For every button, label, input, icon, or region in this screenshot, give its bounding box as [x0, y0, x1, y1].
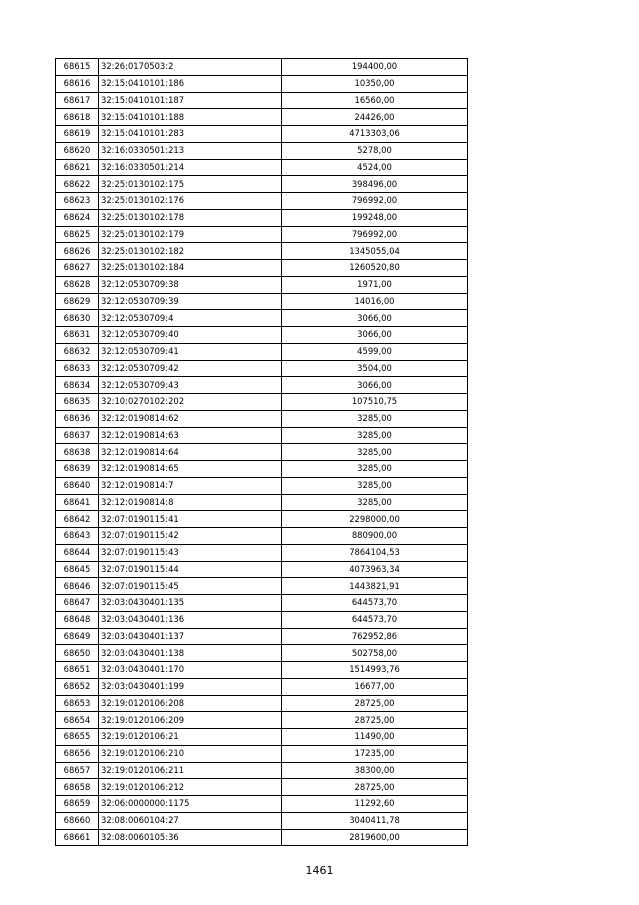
- table-row: [56, 729, 468, 746]
- row-number-cell: 68655: [56, 729, 99, 746]
- row-number-cell: 68650: [56, 645, 99, 662]
- value-cell: 3504,00: [282, 360, 468, 377]
- table-row: [56, 628, 468, 645]
- cadastral-number-cell: 32:12:0190814:8: [99, 494, 282, 511]
- row-number-cell: 68618: [56, 109, 99, 126]
- value-cell: 3285,00: [282, 477, 468, 494]
- value-cell: 644573,70: [282, 595, 468, 612]
- cadastral-number-cell: 32:12:0530709:42: [99, 360, 282, 377]
- value-cell: 502758,00: [282, 645, 468, 662]
- table-row: [56, 92, 468, 109]
- value-cell: 1443821,91: [282, 578, 468, 595]
- cadastral-number-cell: 32:25:0130102:182: [99, 243, 282, 260]
- cadastral-number-cell: 32:25:0130102:178: [99, 209, 282, 226]
- value-cell: 5278,00: [282, 142, 468, 159]
- cadastral-number-cell: 32:06:0000000:1175: [99, 796, 282, 813]
- cadastral-number-cell: 32:03:0430401:137: [99, 628, 282, 645]
- value-cell: 3285,00: [282, 410, 468, 427]
- table-row: [56, 444, 468, 461]
- cadastral-number-cell: 32:07:0190115:44: [99, 561, 282, 578]
- value-cell: 1260520,80: [282, 260, 468, 277]
- table-row: [56, 561, 468, 578]
- row-number-cell: 68658: [56, 779, 99, 796]
- row-number-cell: 68617: [56, 92, 99, 109]
- row-number-cell: 68623: [56, 193, 99, 210]
- row-number-cell: 68644: [56, 544, 99, 561]
- table-row: [56, 126, 468, 143]
- table-row: [56, 243, 468, 260]
- table-row: [56, 695, 468, 712]
- cadastral-number-cell: 32:03:0430401:170: [99, 662, 282, 679]
- row-number-cell: 68638: [56, 444, 99, 461]
- cadastral-number-cell: 32:12:0530709:38: [99, 276, 282, 293]
- cadastral-number-cell: 32:10:0270102:202: [99, 394, 282, 411]
- cadastral-number-cell: 32:15:0410101:186: [99, 75, 282, 92]
- cadastral-number-cell: 32:25:0130102:184: [99, 260, 282, 277]
- row-number-cell: 68616: [56, 75, 99, 92]
- value-cell: 11292,60: [282, 796, 468, 813]
- value-cell: 14016,00: [282, 293, 468, 310]
- table-row: [56, 511, 468, 528]
- cadastral-number-cell: 32:25:0130102:175: [99, 176, 282, 193]
- value-cell: 2298000,00: [282, 511, 468, 528]
- value-cell: 1971,00: [282, 276, 468, 293]
- cadastral-number-cell: 32:03:0430401:136: [99, 611, 282, 628]
- table-row: [56, 394, 468, 411]
- cadastral-number-cell: 32:19:0120106:210: [99, 745, 282, 762]
- table-row: [56, 343, 468, 360]
- row-number-cell: 68631: [56, 327, 99, 344]
- cadastral-number-cell: 32:03:0430401:199: [99, 678, 282, 695]
- table-row: [56, 377, 468, 394]
- value-cell: 3285,00: [282, 461, 468, 478]
- row-number-cell: 68624: [56, 209, 99, 226]
- table-row: [56, 310, 468, 327]
- row-number-cell: 68633: [56, 360, 99, 377]
- value-cell: 199248,00: [282, 209, 468, 226]
- cadastral-number-cell: 32:25:0130102:176: [99, 193, 282, 210]
- cadastral-number-cell: 32:07:0190115:43: [99, 544, 282, 561]
- table-row: [56, 477, 468, 494]
- table-row: [56, 578, 468, 595]
- value-cell: 24426,00: [282, 109, 468, 126]
- value-cell: 16560,00: [282, 92, 468, 109]
- row-number-cell: 68622: [56, 176, 99, 193]
- cadastral-number-cell: 32:12:0190814:65: [99, 461, 282, 478]
- value-cell: 7864104,53: [282, 544, 468, 561]
- row-number-cell: 68643: [56, 528, 99, 545]
- value-cell: 10350,00: [282, 75, 468, 92]
- row-number-cell: 68626: [56, 243, 99, 260]
- row-number-cell: 68635: [56, 394, 99, 411]
- table-row: [56, 209, 468, 226]
- value-cell: 1345055,04: [282, 243, 468, 260]
- row-number-cell: 68628: [56, 276, 99, 293]
- cadastral-number-cell: 32:25:0130102:179: [99, 226, 282, 243]
- cadastral-number-cell: 32:12:0530709:4: [99, 310, 282, 327]
- row-number-cell: 68641: [56, 494, 99, 511]
- cadastral-number-cell: 32:12:0530709:43: [99, 377, 282, 394]
- cadastral-number-cell: 32:15:0410101:283: [99, 126, 282, 143]
- row-number-cell: 68660: [56, 812, 99, 829]
- value-cell: 2819600,00: [282, 829, 468, 846]
- value-cell: 3040411,78: [282, 812, 468, 829]
- table-row: [56, 779, 468, 796]
- cadastral-number-cell: 32:07:0190115:45: [99, 578, 282, 595]
- cadastral-number-cell: 32:12:0190814:62: [99, 410, 282, 427]
- table-body: [56, 59, 468, 846]
- table-row: [56, 544, 468, 561]
- table-row: [56, 829, 468, 846]
- cadastral-number-cell: 32:12:0530709:40: [99, 327, 282, 344]
- cadastral-number-cell: 32:19:0120106:209: [99, 712, 282, 729]
- row-number-cell: 68645: [56, 561, 99, 578]
- cadastral-number-cell: 32:03:0430401:138: [99, 645, 282, 662]
- table-row: [56, 528, 468, 545]
- page-number: 1461: [305, 864, 334, 877]
- table-row: [56, 159, 468, 176]
- table-row: [56, 75, 468, 92]
- cadastral-number-cell: 32:12:0190814:7: [99, 477, 282, 494]
- row-number-cell: 68646: [56, 578, 99, 595]
- row-number-cell: 68639: [56, 461, 99, 478]
- table-row: [56, 142, 468, 159]
- value-cell: 28725,00: [282, 779, 468, 796]
- value-cell: 762952,86: [282, 628, 468, 645]
- value-cell: 880900,00: [282, 528, 468, 545]
- table-row: [56, 260, 468, 277]
- table-row: [56, 176, 468, 193]
- cadastral-number-cell: 32:08:0060104:27: [99, 812, 282, 829]
- cadastral-number-cell: 32:12:0530709:39: [99, 293, 282, 310]
- value-cell: 3285,00: [282, 444, 468, 461]
- table-row: [56, 427, 468, 444]
- table-row: [56, 59, 468, 76]
- row-number-cell: 68653: [56, 695, 99, 712]
- cadastral-number-cell: 32:19:0120106:212: [99, 779, 282, 796]
- value-cell: 796992,00: [282, 193, 468, 210]
- table-row: [56, 595, 468, 612]
- value-cell: 194400,00: [282, 59, 468, 76]
- table-row: [56, 193, 468, 210]
- value-cell: 107510,75: [282, 394, 468, 411]
- value-cell: 4073963,34: [282, 561, 468, 578]
- row-number-cell: 68627: [56, 260, 99, 277]
- row-number-cell: 68654: [56, 712, 99, 729]
- row-number-cell: 68640: [56, 477, 99, 494]
- value-cell: 3066,00: [282, 377, 468, 394]
- cadastral-value-table: [55, 58, 468, 846]
- value-cell: 11490,00: [282, 729, 468, 746]
- table-row: [56, 109, 468, 126]
- value-cell: 4599,00: [282, 343, 468, 360]
- value-cell: 3066,00: [282, 310, 468, 327]
- row-number-cell: 68625: [56, 226, 99, 243]
- row-number-cell: 68629: [56, 293, 99, 310]
- table-row: [56, 796, 468, 813]
- row-number-cell: 68661: [56, 829, 99, 846]
- table-row: [56, 762, 468, 779]
- table-row: [56, 327, 468, 344]
- table-row: [56, 226, 468, 243]
- row-number-cell: 68619: [56, 126, 99, 143]
- value-cell: 398496,00: [282, 176, 468, 193]
- table-row: [56, 745, 468, 762]
- value-cell: 644573,70: [282, 611, 468, 628]
- cadastral-number-cell: 32:08:0060105:36: [99, 829, 282, 846]
- row-number-cell: 68636: [56, 410, 99, 427]
- row-number-cell: 68632: [56, 343, 99, 360]
- table-row: [56, 360, 468, 377]
- value-cell: 16677,00: [282, 678, 468, 695]
- row-number-cell: 68621: [56, 159, 99, 176]
- table-row: [56, 678, 468, 695]
- table-row: [56, 293, 468, 310]
- value-cell: 38300,00: [282, 762, 468, 779]
- cadastral-number-cell: 32:07:0190115:42: [99, 528, 282, 545]
- value-cell: 3285,00: [282, 494, 468, 511]
- cadastral-number-cell: 32:12:0190814:64: [99, 444, 282, 461]
- row-number-cell: 68657: [56, 762, 99, 779]
- value-cell: 4713303,06: [282, 126, 468, 143]
- cadastral-number-cell: 32:16:0330501:214: [99, 159, 282, 176]
- value-cell: 3066,00: [282, 327, 468, 344]
- row-number-cell: 68649: [56, 628, 99, 645]
- value-cell: 28725,00: [282, 695, 468, 712]
- row-number-cell: 68637: [56, 427, 99, 444]
- row-number-cell: 68634: [56, 377, 99, 394]
- value-cell: 1514993,76: [282, 662, 468, 679]
- cadastral-number-cell: 32:19:0120106:208: [99, 695, 282, 712]
- value-cell: 4524,00: [282, 159, 468, 176]
- value-cell: 17235,00: [282, 745, 468, 762]
- row-number-cell: 68656: [56, 745, 99, 762]
- cadastral-number-cell: 32:26:0170503:2: [99, 59, 282, 76]
- cadastral-number-cell: 32:12:0530709:41: [99, 343, 282, 360]
- table-row: [56, 645, 468, 662]
- row-number-cell: 68620: [56, 142, 99, 159]
- table-row: [56, 461, 468, 478]
- value-cell: 3285,00: [282, 427, 468, 444]
- row-number-cell: 68652: [56, 678, 99, 695]
- cadastral-number-cell: 32:16:0330501:213: [99, 142, 282, 159]
- cadastral-number-cell: 32:12:0190814:63: [99, 427, 282, 444]
- cadastral-number-cell: 32:19:0120106:21: [99, 729, 282, 746]
- cadastral-number-cell: 32:15:0410101:187: [99, 92, 282, 109]
- table-row: [56, 494, 468, 511]
- table-row: [56, 662, 468, 679]
- cadastral-number-cell: 32:03:0430401:135: [99, 595, 282, 612]
- row-number-cell: 68615: [56, 59, 99, 76]
- table-row: [56, 812, 468, 829]
- cadastral-number-cell: 32:07:0190115:41: [99, 511, 282, 528]
- row-number-cell: 68642: [56, 511, 99, 528]
- cadastral-number-cell: 32:15:0410101:188: [99, 109, 282, 126]
- row-number-cell: 68651: [56, 662, 99, 679]
- table-row: [56, 611, 468, 628]
- table-row: [56, 410, 468, 427]
- value-cell: 28725,00: [282, 712, 468, 729]
- value-cell: 796992,00: [282, 226, 468, 243]
- row-number-cell: 68659: [56, 796, 99, 813]
- row-number-cell: 68647: [56, 595, 99, 612]
- cadastral-number-cell: 32:19:0120106:211: [99, 762, 282, 779]
- row-number-cell: 68630: [56, 310, 99, 327]
- row-number-cell: 68648: [56, 611, 99, 628]
- table-row: [56, 712, 468, 729]
- table-row: [56, 276, 468, 293]
